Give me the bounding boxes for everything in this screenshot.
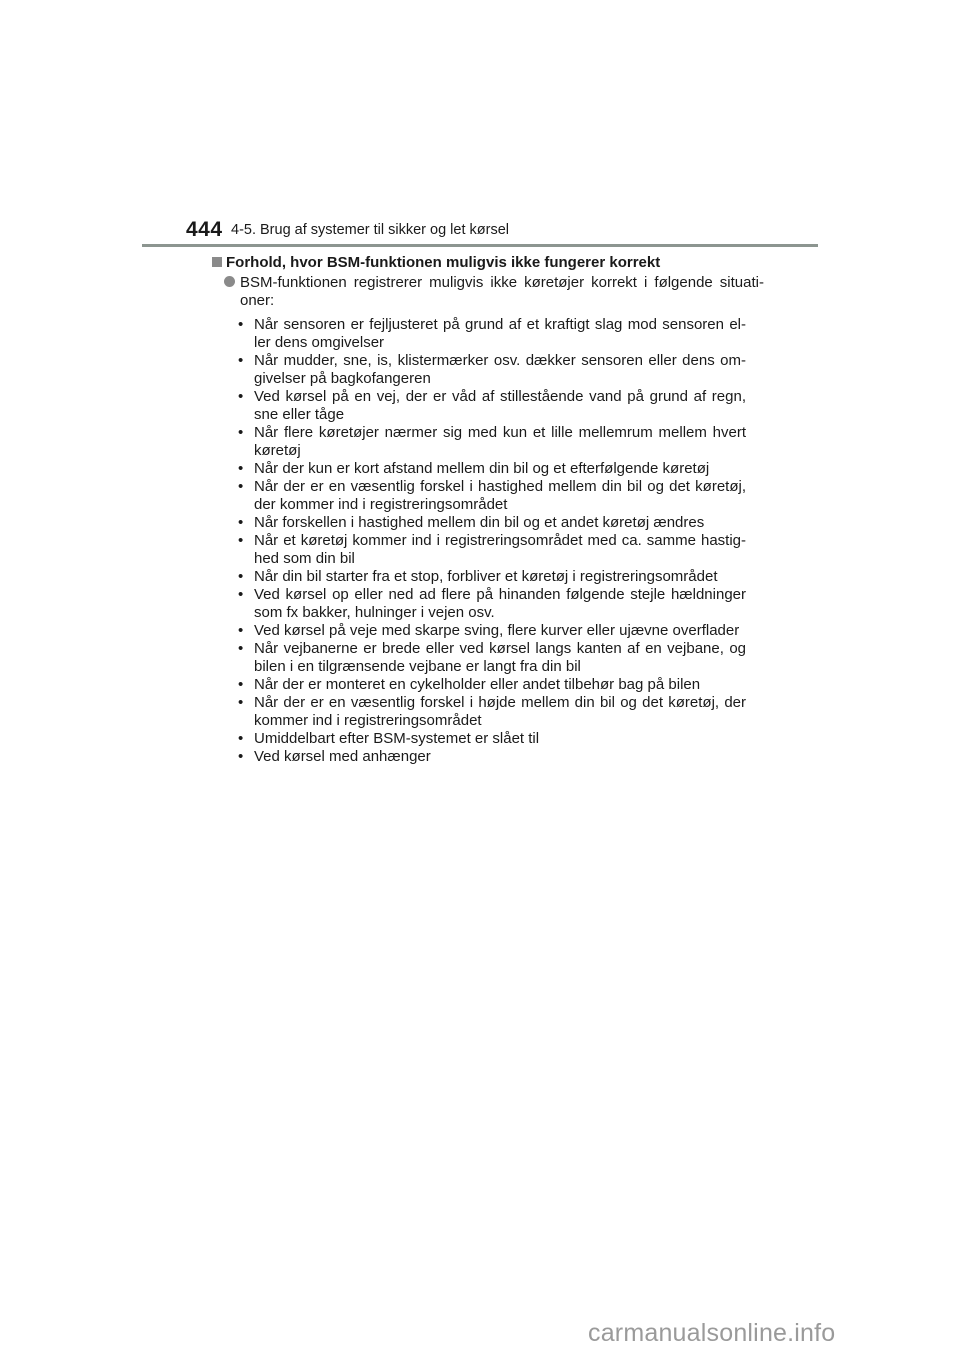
bullet-dot-icon: •	[238, 568, 244, 585]
list-item-text: Når der er en væsentlig forskel i højde mellem din bil og det køretøj, der kommer ind i registreringsområdet	[254, 694, 746, 729]
list-item	[238, 460, 746, 478]
list-item	[238, 532, 746, 568]
intro-paragraph	[224, 274, 764, 310]
list-item-text: Ved kørsel på en vej, der er våd af stillestående vand på grund af regn, sne eller tåge	[254, 388, 746, 423]
list-item-text: Når mudder, sne, is, klistermærker osv. dækker sensoren eller dens om-givelser på bagkofangeren	[254, 352, 746, 387]
bullet-dot-icon: •	[238, 640, 244, 657]
list-item-text: Når et køretøj kommer ind i registreringsområdet med ca. samme hastig-hed som din bil	[254, 532, 746, 567]
list-item-text: Når der kun er kort afstand mellem din bil og et efterfølgende køretøj	[254, 460, 710, 477]
list-item-text: Når din bil starter fra et stop, forbliver et køretøj i registreringsområdet	[254, 568, 718, 585]
bullet-dot-icon: •	[238, 352, 244, 369]
list-item-text: Når der er en væsentlig forskel i hastighed mellem din bil og det køretøj, der kommer ind i registreringsområdet	[254, 478, 746, 513]
bullet-dot-icon: •	[238, 586, 244, 603]
list-item-text: Ved kørsel op eller ned ad flere på hinanden følgende stejle hældninger som fx bakker, hulninger i vejen osv.	[254, 586, 746, 621]
chapter-title: 4-5. Brug af systemer til sikker og let kørsel	[231, 222, 509, 238]
section-heading-text: Forhold, hvor BSM-funktionen muligvis ikke fungerer korrekt	[226, 254, 661, 271]
list-item-text: Når flere køretøjer nærmer sig med kun et lille mellemrum mellem hvert køretøj	[254, 424, 746, 459]
list-item-text: Når vejbanerne er brede eller ved kørsel langs kanten af en vejbane, og bilen i en tilgrænsende vejbane er langt fra din bil	[254, 640, 746, 675]
square-bullet-icon	[212, 257, 222, 267]
section-heading	[212, 254, 660, 271]
bullet-dot-icon: •	[238, 748, 244, 765]
bullet-dot-icon: •	[238, 694, 244, 711]
list-item	[238, 352, 746, 388]
list-item	[238, 388, 746, 424]
bullet-dot-icon: •	[238, 424, 244, 441]
list-item-text: Når forskellen i hastighed mellem din bil og et andet køretøj ændres	[254, 514, 705, 531]
list-item	[238, 568, 746, 586]
list-item	[238, 640, 746, 676]
circle-bullet-icon	[224, 276, 235, 287]
bullet-dot-icon: •	[238, 676, 244, 693]
list-item	[238, 478, 746, 514]
list-item-text: Ved kørsel med anhænger	[254, 748, 431, 765]
condition-list	[238, 316, 746, 766]
bullet-dot-icon: •	[238, 622, 244, 639]
list-item	[238, 424, 746, 460]
bullet-dot-icon: •	[238, 730, 244, 747]
bullet-dot-icon: •	[238, 460, 244, 477]
list-item-text: Når der er monteret en cykelholder eller andet tilbehør bag på bilen	[254, 676, 701, 693]
list-item	[238, 676, 746, 694]
list-item	[238, 622, 746, 640]
bullet-dot-icon: •	[238, 316, 244, 333]
list-item	[238, 586, 746, 622]
list-item	[238, 694, 746, 730]
watermark: carmanualsonline.info	[588, 1319, 836, 1347]
list-item	[238, 730, 746, 748]
list-item-text: Ved kørsel på veje med skarpe sving, flere kurver eller ujævne overflader	[254, 622, 740, 639]
bullet-dot-icon: •	[238, 514, 244, 531]
list-item	[238, 748, 746, 766]
header-rule	[142, 244, 818, 247]
bullet-dot-icon: •	[238, 532, 244, 549]
list-item	[238, 514, 746, 532]
list-item	[238, 316, 746, 352]
list-item-text: Når sensoren er fejljusteret på grund af et kraftigt slag mod sensoren el-ler dens omgivelser	[254, 316, 746, 351]
bullet-dot-icon: •	[238, 388, 244, 405]
page-number: 444	[186, 218, 223, 241]
bullet-dot-icon: •	[238, 478, 244, 495]
list-item-text: Umiddelbart efter BSM-systemet er slået til	[254, 730, 540, 747]
intro-text: BSM-funktionen registrerer muligvis ikke køretøjer korrekt i følgende situati-oner:	[240, 274, 764, 309]
